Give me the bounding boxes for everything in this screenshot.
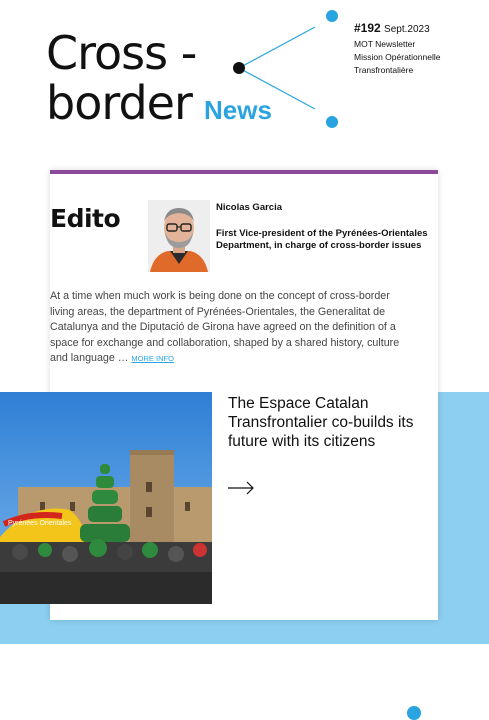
issue-number: #192 [354, 21, 381, 35]
newsletter-name: MOT Newsletter [354, 39, 416, 49]
card-top-bar [50, 170, 438, 174]
edito-body [50, 289, 410, 367]
author-name: Nicolas Garcia [216, 202, 283, 213]
feature-photo[interactable] [0, 392, 212, 604]
edito-body-text: At a time when much work is being done on the concept of cross-border living areas, the department of Pyrénées-Orientales, the Generalitat de Catalunya and the Diputació de Girona have agreed on the definition of a space for exchange and collaboration, shaped by a shared history, culture and language … [50, 290, 400, 364]
org-name-line1: Mission Opérationnelle [354, 52, 441, 62]
issue-info [354, 21, 430, 35]
author-role: First Vice-president of the Pyrénées-Orientales Department, in charge of cross-border issues [216, 228, 428, 251]
issue-date: Sept.2023 [384, 24, 430, 35]
logo-text-news: News [204, 95, 272, 125]
feature-title[interactable]: The Espace Catalan Transfrontalier co-builds its future with its citizens [228, 395, 414, 450]
arrow-right-icon[interactable] [228, 481, 256, 495]
more-info-link[interactable]: MORE INFO [131, 354, 174, 363]
logo-text-border: border [46, 76, 192, 130]
logo-text-cross: Cross - [46, 26, 197, 80]
author-portrait [148, 200, 210, 272]
tent-banner-text: Pyrénées Orientales [8, 520, 72, 527]
decorative-dot [407, 706, 421, 720]
edito-heading: Edito [50, 204, 121, 233]
org-name-line2: Transfrontalière [354, 65, 414, 75]
